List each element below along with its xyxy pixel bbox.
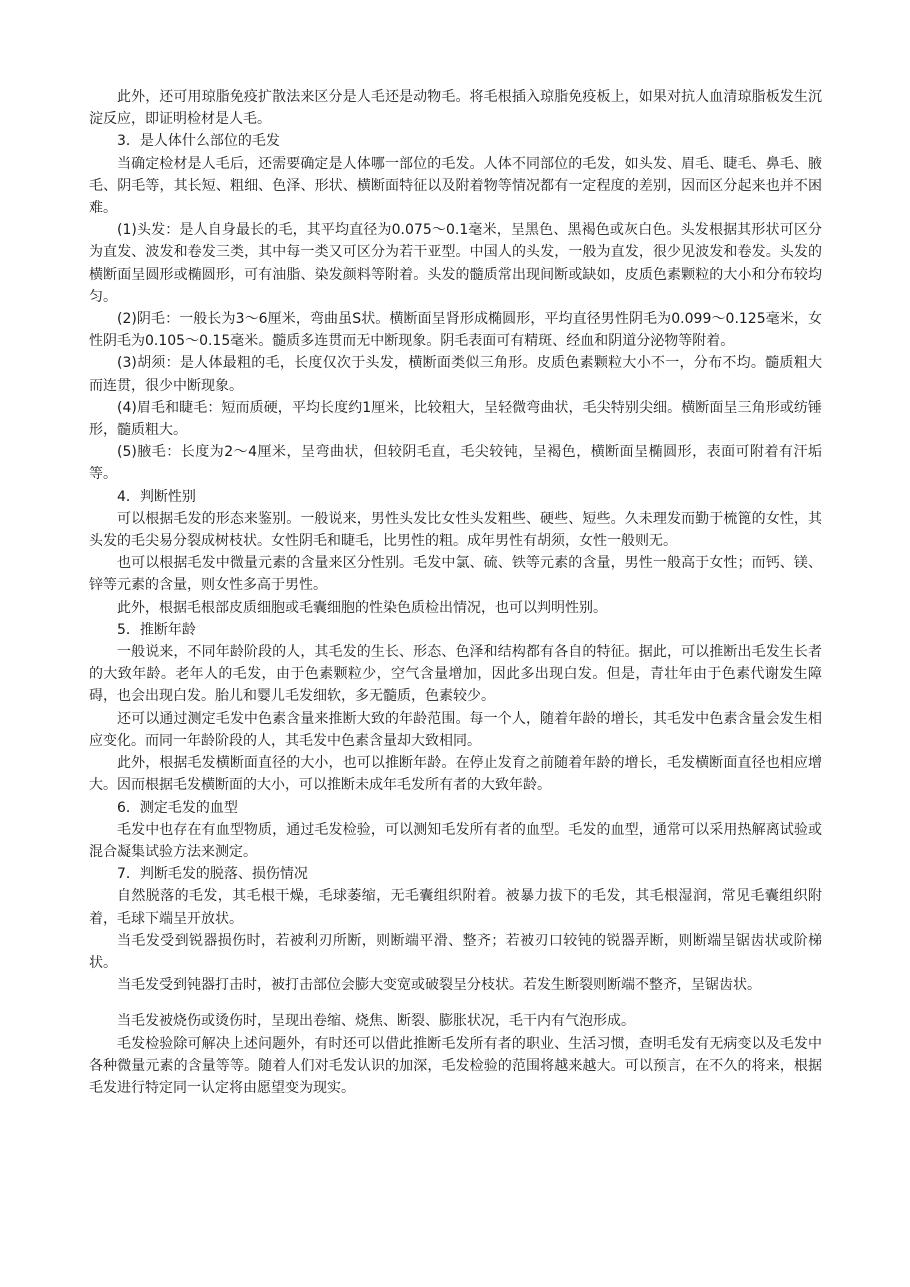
paragraph: 还可以通过测定毛发中色素含量来推断大致的年龄范围。每一个人，随着年龄的增长，其毛发中色素含量会发生相应变化。而同一年龄阶段的人，其毛发中色素含量却大致相同。 — [89, 710, 822, 749]
paragraph: 自然脱落的毛发，其毛根干燥，毛球萎缩，无毛囊组织附着。被暴力拔下的毛发，其毛根湿润，常见毛囊组织附着，毛球下端呈开放状。 — [89, 888, 822, 927]
paragraph: 也可以根据毛发中微量元素的含量来区分性别。毛发中氯、硫、铁等元素的含量，男性一般高于女性；而钙、镁、锌等元素的含量，则女性多高于男性。 — [89, 555, 822, 594]
paragraph: 此外，根据毛发横断面直径的大小，也可以推断年龄。在停止发育之前随着年龄的增长，毛发横断面直径也相应增大。因而根据毛发横断面的大小，可以推断未成年毛发所有者的大致年龄。 — [89, 755, 822, 794]
section-heading: 3．是人体什么部位的毛发 — [117, 133, 280, 150]
paragraph: (2)阴毛：一般长为3～6厘米，弯曲虽S状。横断面呈肾形成椭圆形，平均直径男性阴毛为0.099～0.125毫米，女性阴毛为0.105～0.15毫米。髓质多连贯而无中断现象。阴毛表面可有精斑、经血和阴道分泌物等附着。 — [89, 311, 822, 350]
paragraph: 此外，根据毛根部皮质细胞或毛囊细胞的性染色质检出情况，也可以判明性别。 — [117, 599, 607, 616]
paragraph: (5)腋毛：长度为2～4厘米，呈弯曲状，但较阴毛直，毛尖较钝，呈褐色，横断面呈椭圆形，表面可附着有汗垢等。 — [89, 444, 822, 483]
section-heading: 4．判断性别 — [117, 488, 196, 505]
paragraph: 当毛发被烧伤或烫伤时，呈现出卷缩、烧焦、断裂、膨胀状况，毛干内有气泡形成。 — [117, 1013, 635, 1030]
paragraph: 当毛发受到锐器损伤时，若被利刃所断，则断端平滑、整齐；若被刃口较钝的锐器弄断，则断端呈锯齿状或阶梯状。 — [89, 932, 822, 971]
paragraph: 毛发中也存在有血型物质，通过毛发检验，可以测知毛发所有者的血型。毛发的血型，通常可以采用热解离试验或混合凝集试验方法来测定。 — [89, 821, 822, 860]
paragraph: 当确定检材是人毛后，还需要确定是人体哪一部位的毛发。人体不同部位的毛发，如头发、眉毛、睫毛、鼻毛、腋毛、阴毛等，其长短、粗细、色泽、形状、横断面特征以及附着物等情况都有一定程度的差别，因而区分起来也并不困难。 — [89, 155, 822, 217]
paragraph: 毛发检验除可解决上述问题外，有时还可以借此推断毛发所有者的职业、生活习惯，查明毛发有无病变以及毛发中各种微量元素的含量等等。随着人们对毛发认识的加深，毛发检验的范围将越来越大。可以预言，在不久的将来，根据毛发进行特定同一认定将由愿望变为现实。 — [89, 1035, 822, 1096]
paragraph: 当毛发受到钝器打击时，被打击部位会膨大变宽或破裂呈分枝状。若发生断裂则断端不整齐，呈锯齿状。 — [117, 977, 761, 994]
paragraph: 此外，还可用琼脂免疫扩散法来区分是人毛还是动物毛。将毛根插入琼脂免疫板上，如果对抗人血清琼脂板发生沉淀反应，即证明检材是人毛。 — [89, 89, 822, 128]
paragraph: 一般说来，不同年龄阶段的人，其毛发的生长、形态、色泽和结构都有各自的特征。据此，可以推断出毛发生长者的大致年龄。老年人的毛发，由于色素颗粒少，空气含量增加，因此多出现白发。但是，青壮年由于色素代谢发生障碍，也会出现白发。胎儿和婴儿毛发细软，多无髓质，色素较少。 — [89, 644, 822, 705]
section-heading: 6．测定毛发的血型 — [117, 799, 238, 816]
paragraph: (4)眉毛和睫毛：短而质硬，平均长度约1厘米，比较粗大，呈轻微弯曲状，毛尖特别尖细。横断面呈三角形或纺锤形，髓质粗大。 — [89, 399, 822, 439]
document-body — [89, 86, 822, 1099]
section-heading: 5．推断年龄 — [117, 621, 196, 638]
paragraph: (1)头发：是人自身最长的毛，其平均直径为0.075～0.1毫米，呈黑色、黑褐色或灰白色。头发根据其形状可区分为直发、波发和卷发三类，其中每一类又可区分为若干亚型。中国人的头发，一般为直发，很少见波发和卷发。头发的横断面呈圆形或椭圆形，可有油脂、染发颜料等附着。头发的髓质常出现间断或缺如，皮质色素颗粒的大小和分布较均匀。 — [89, 222, 822, 305]
paragraph: 可以根据毛发的形态来鉴别。一般说来，男性头发比女性头发粗些、硬些、短些。久未理发而勤于梳篦的女性，其头发的毛尖易分裂成树枝状。女性阴毛和睫毛，比男性的粗。成年男性有胡须，女性一般则无。 — [89, 510, 822, 550]
paragraph: (3)胡须：是人体最粗的毛，长度仅次于头发，横断面类似三角形。皮质色素颗粒大小不一，分布不均。髓质粗大而连贯，很少中断现象。 — [89, 355, 822, 394]
section-heading: 7．判断毛发的脱落、损伤情况 — [117, 866, 308, 883]
